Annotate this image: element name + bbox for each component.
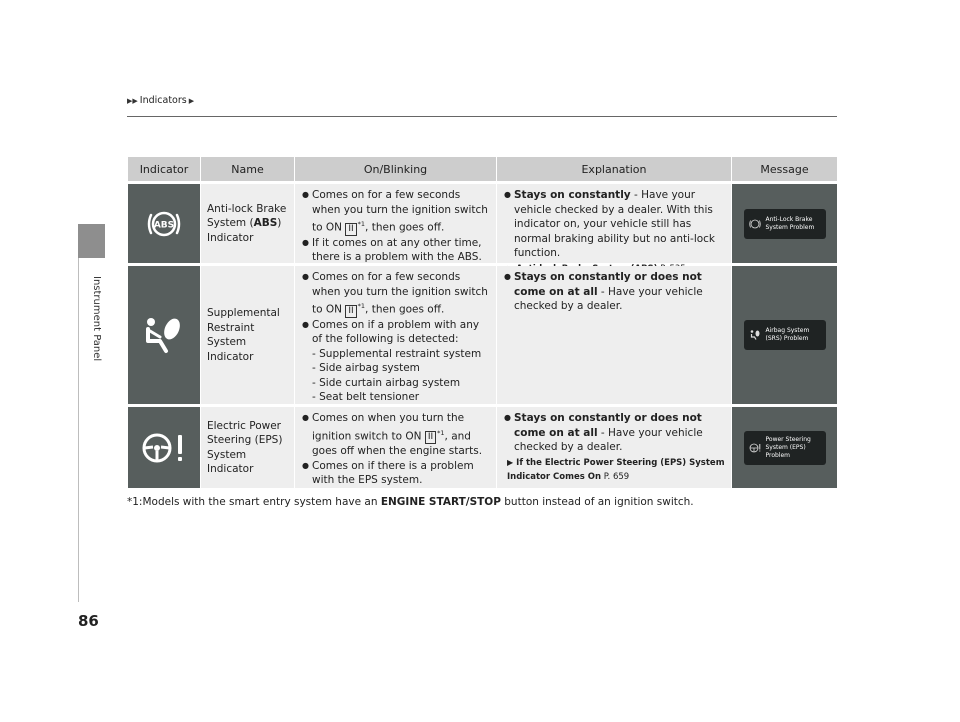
col-header-explanation: Explanation [497,157,732,181]
list-item: ● Stays on constantly - Have your vehicle checked by a dealer. With this indicator on, your vehicle still has normal braking ability but no anti-lock function. [504,188,725,261]
explanation-cell [497,184,732,263]
name-cell [201,184,295,263]
list-item: ● Stays on constantly or does not come on at all - Have your vehicle checked by a dealer. [504,411,725,455]
table-row [128,263,837,404]
list-item: ● Comes on for a few seconds when you turn the ignition switch to ON II $^{*1}$, then goes off. [302,270,490,318]
list-item: ● Stays on constantly or does not come on at all - Have your vehicle checked by a dealer. [504,270,725,314]
abs-warning-icon [749,218,761,230]
message-display [744,209,826,239]
breadcrumb-section[interactable]: Indicators [139,95,187,106]
side-tab-marker [78,224,105,258]
eps-warning-icon [749,442,761,454]
on-blinking-cell [295,266,497,404]
header-rule [127,116,837,117]
indicator-cell [128,184,201,263]
airbag-srs-icon [749,329,761,341]
on-blinking-cell [295,184,497,263]
indicator-cell [128,266,201,404]
arrow-right-icon: ▶ [507,457,514,467]
message-text: Power Steering System (EPS) Problem [765,435,811,459]
sub-item: - Side curtain airbag system [312,376,461,389]
sub-item: - Side airbag system [312,362,420,374]
explanation-cell [497,407,732,488]
indicator-name: Anti-lock Brake System (ABS) Indicator [207,202,287,244]
message-cell [732,266,837,404]
list-item: ● Comes on if there is a problem with the EPS system. [302,459,490,488]
name-cell [201,266,295,404]
message-text: Anti-Lock Brake System Problem [765,215,815,231]
triangle-right-icon: ▶ [188,96,195,105]
explanation-cell [497,266,732,404]
list-item: ● Comes on when you turn the ignition switch to ON II $^{*1}$, and goes off when the engine starts. [302,411,490,459]
indicator-name: Supplemental Restraint System Indicator [207,307,280,363]
side-rule [78,224,79,602]
list-item: ● If it comes on at any other time, there is a problem with the ABS. [302,236,490,265]
side-tab-label: Instrument Panel [91,276,102,362]
message-display [744,320,826,350]
message-display [744,431,826,465]
table-row [128,181,837,263]
list-item: ● Comes on if a problem with any of the following is detected: - Supplemental restraint system - Side airbag system - Side curtain airbag system - Seat belt tensioner [302,318,490,405]
sub-item: - Supplemental restraint system [312,347,482,360]
ignition-switch-symbol: II [345,305,356,318]
indicator-name: Electric Power Steering (EPS) System Indicator [207,419,283,475]
on-blinking-cell [295,407,497,488]
table-row [128,404,837,488]
message-text: Airbag System (SRS) Problem [765,327,810,342]
page-number: 86 [78,612,99,630]
col-header-on-blinking: On/Blinking [295,157,497,181]
sub-item: - Seat belt tensioner [312,391,420,403]
col-header-name: Name [201,157,295,181]
name-cell [201,407,295,488]
ignition-switch-symbol: II [425,431,436,444]
indicator-table [128,157,837,488]
footnote-ref: *1 [357,220,366,228]
col-header-message: Message [760,162,809,176]
ignition-switch-symbol: II [345,223,356,236]
footnote: *1:Models with the smart entry system have an ENGINE START/STOP button instead of an ignition switch. [127,496,694,508]
table-header [128,157,837,181]
airbag-srs-icon [140,315,188,355]
svg-text:ABS: ABS [153,220,175,230]
message-cell [732,184,837,263]
message-cell [732,407,837,488]
col-header-indicator: Indicator [128,157,201,181]
abs-warning-icon [146,209,182,239]
indicator-cell [128,407,201,488]
page-reference-link[interactable]: ▶ If the Electric Power Steering (EPS) System Indicator Comes On P. 659 [507,457,725,482]
footnote-ref: *1 [357,302,366,310]
footnote-ref: *1 [437,428,445,437]
list-item: ● Comes on for a few seconds when you turn the ignition switch to ON II $^{*1}$, then goes off. [302,188,490,236]
eps-warning-icon [140,430,188,466]
triangle-right-icon: ▶▶ [127,96,138,105]
breadcrumb [127,95,194,106]
